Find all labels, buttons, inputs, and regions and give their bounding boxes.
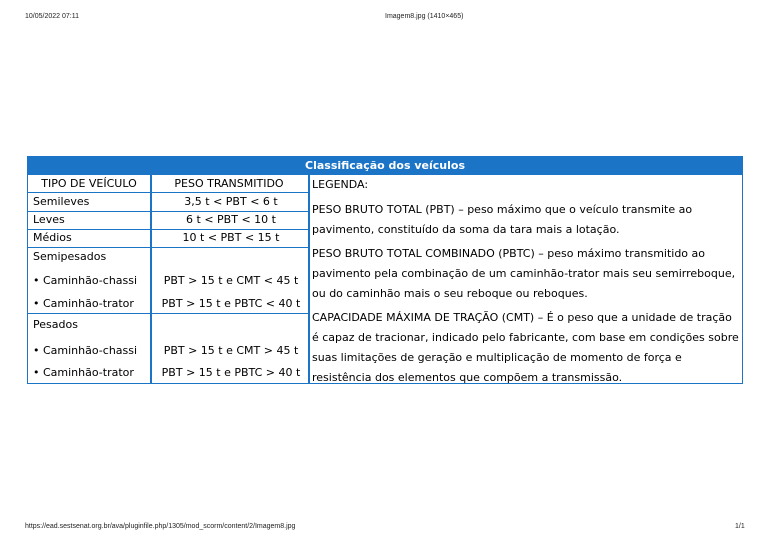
column-header-type: TIPO DE VEÍCULO: [28, 175, 150, 193]
table-row-type: • Caminhão-chassi: [33, 344, 138, 357]
row-divider: [28, 211, 308, 212]
page-number: 1/1: [735, 523, 745, 530]
row-divider: [28, 229, 308, 230]
legend-title: LEGENDA:: [312, 178, 369, 191]
table-row-weight: PBT > 15 t e CMT < 45 t: [163, 274, 299, 287]
table-row-weight: PBT > 15 t e PBTC < 40 t: [161, 297, 301, 310]
legend-pbtc: PESO BRUTO TOTAL COMBINADO (PBTC) – peso máximo transmitido ao pavimento pela combinação de um caminhão-trator mais seu semirreboque, ou do caminhão mais o seu reboque ou reboques.: [312, 247, 736, 300]
table-title: Classificação dos veículos: [28, 157, 742, 175]
table-row-weight: 10 t < PBT < 15 t: [182, 231, 280, 244]
table-row-type: Pesados: [33, 318, 78, 331]
table-row-type: Semileves: [33, 195, 90, 208]
print-date: 10/05/2022 07:11: [25, 13, 79, 20]
table-row-weight: PBT > 15 t e CMT > 45 t: [163, 344, 299, 357]
table-row-type: • Caminhão-trator: [33, 366, 134, 379]
table-row-type: Leves: [33, 213, 65, 226]
table-row-weight: 3,5 t < PBT < 6 t: [184, 195, 278, 208]
legend-cmt: CAPACIDADE MÁXIMA DE TRAÇÃO (CMT) – É o peso que a unidade de tração é capaz de tracionar, indicado pelo fabricante, com base em condições sobre suas limitações de geração e multiplicação de momento de força e resistência dos elementos que compõem a transmissão.: [312, 311, 739, 384]
table-row-type: • Caminhão-chassi: [33, 274, 138, 287]
print-url: https://ead.sestsenat.org.br/ava/pluginfile.php/1305/mod_scorm/content/2/Imagem8.jpg: [25, 523, 296, 530]
table-row-type: Semipesados: [33, 250, 107, 263]
table-row-weight: PBT > 15 t e PBTC > 40 t: [161, 366, 301, 379]
legend-pbt: PESO BRUTO TOTAL (PBT) – peso máximo que o veículo transmite ao pavimento, constituído da soma da tara mais a lotação.: [312, 203, 693, 236]
row-divider: [28, 247, 308, 248]
column-divider: [150, 175, 152, 383]
table-row-type: • Caminhão-trator: [33, 297, 134, 310]
table-row-type: Médios: [33, 231, 72, 244]
column-header-weight: PESO TRANSMITIDO: [150, 175, 308, 193]
vehicle-classification-image: [27, 156, 743, 384]
row-divider: [28, 313, 308, 314]
print-title: Imagem8.jpg (1410×465): [385, 13, 464, 20]
table-row-weight: 6 t < PBT < 10 t: [186, 213, 276, 226]
